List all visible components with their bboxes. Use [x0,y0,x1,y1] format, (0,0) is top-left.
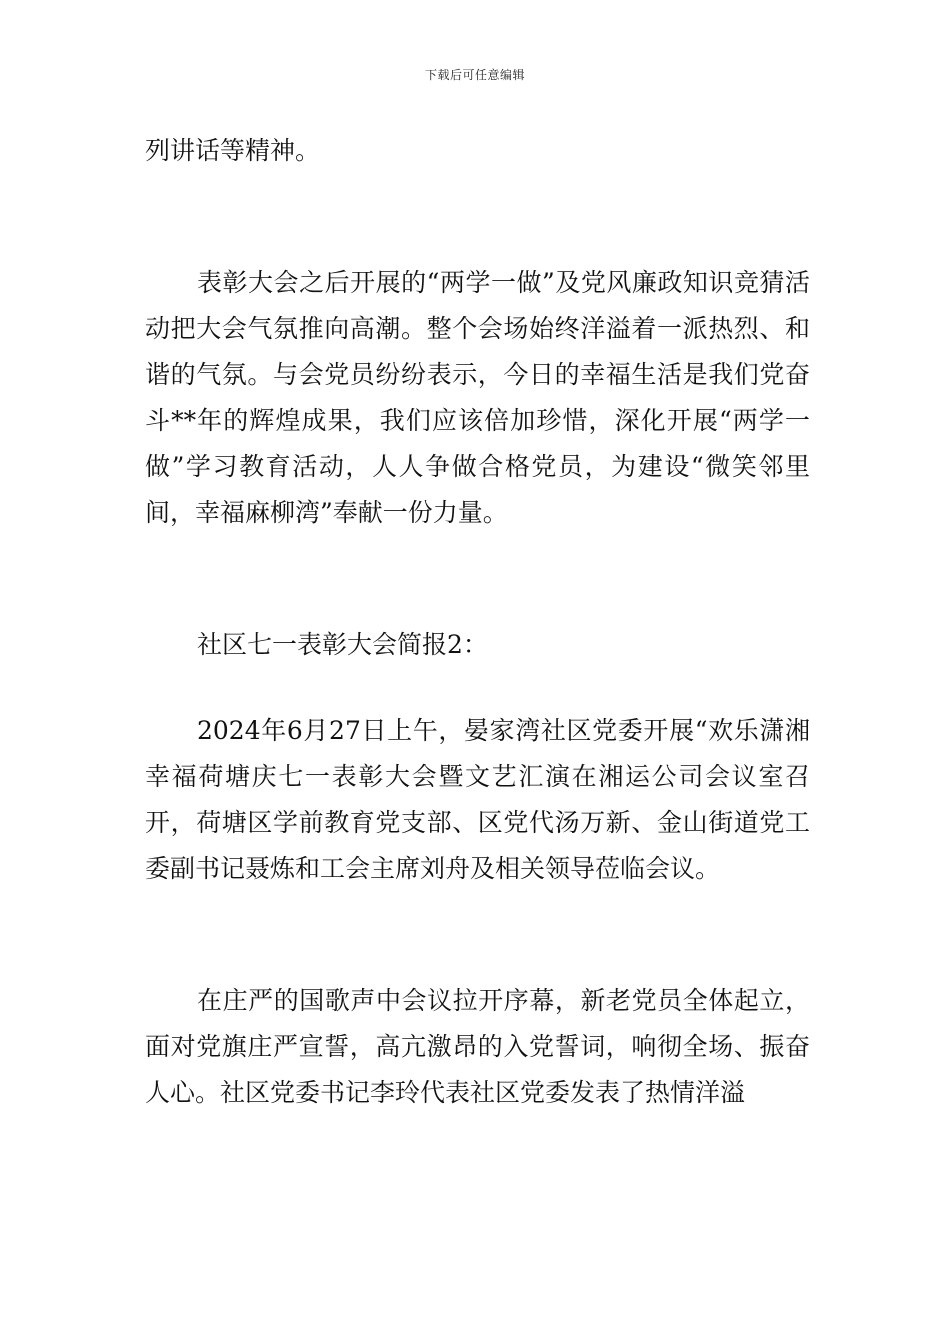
paragraph-meeting-intro: 2024年6月27日上午，晏家湾社区党委开展“欢乐潇湘幸福荷塘庆七一表彰大会暨文艺汇演在湘运公司会议室召开，荷塘区学前教育党支部、区党代汤万新、金山街道党工委副书记聂炼和工会主席刘舟及相关领导莅临会议。 [145,716,810,883]
paragraph-ceremony: 在庄严的国歌声中会议拉开序幕，新老党员全体起立，面对党旗庄严宣誓，高亢激昂的入党誓词，响彻全场、振奋人心。社区党委书记李玲代表社区党委发表了热情洋溢 [145,986,810,1107]
paragraph-quiz-activity: 表彰大会之后开展的“两学一做”及党风廉政知识竞猜活动把大会气氛推向高潮。整个会场始终洋溢着一派热烈、和谐的气氛。与会党员纷纷表示，今日的幸福生活是我们党奋斗**年的辉煌成果，我们应该倍加珍惜，深化开展“两学一做”学习教育活动，人人争做合格党员，为建设“微笑邻里间，幸福麻柳湾”奉献一份力量。 [145,268,810,527]
page-header: 下载后可任意编辑 [424,68,525,82]
section-heading: 社区七一表彰大会简报2： [197,630,488,659]
document-body [145,128,810,1116]
paragraph-continuation: 列讲话等精神。 [145,136,321,165]
